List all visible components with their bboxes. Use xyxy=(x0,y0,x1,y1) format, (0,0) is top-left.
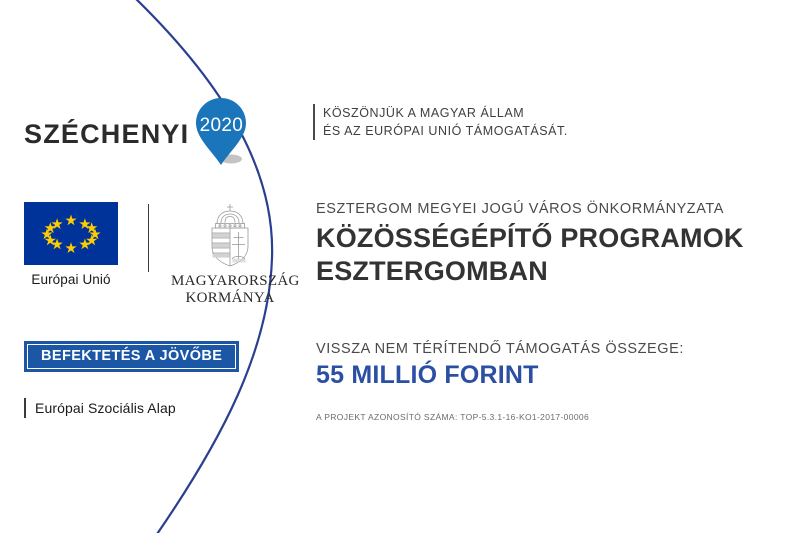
invest-in-the-future-label: BEFEKTETÉS A JÖVŐBE xyxy=(27,344,236,369)
logo-divider xyxy=(148,204,149,272)
thank-you-line1: KÖSZÖNJÜK A MAGYAR ÁLLAM xyxy=(323,106,525,120)
szechenyi-wordmark: SZÉCHENYI xyxy=(24,118,190,149)
left-logo-column xyxy=(0,0,300,533)
grant-label: VISSZA NEM TÉRÍTENDŐ TÁMOGATÁS ÖSSZEGE: xyxy=(316,341,684,357)
hungary-caption-label xyxy=(171,273,300,308)
organization-label: ESZTERGOM MEGYEI JOGÚ VÁROS ÖNKORMÁNYZATA xyxy=(316,201,724,217)
grant-amount-block xyxy=(316,340,684,390)
eu-logo-block xyxy=(24,202,124,287)
hungary-coat-of-arms-icon xyxy=(204,202,256,268)
project-title-line1: KÖZÖSSÉGÉPÍTŐ PROGRAMOK xyxy=(316,222,744,253)
thank-you-line2: ÉS AZ EURÓPAI UNIÓ TÁMOGATÁSÁT. xyxy=(323,124,568,139)
project-identifier: A PROJEKT AZONOSÍTÓ SZÁMA: TOP-5.3.1-16-KO1-2017-00006 xyxy=(316,412,590,422)
szechenyi-2020-logo xyxy=(24,95,253,173)
headline-block xyxy=(316,200,744,288)
pin-year-label: 2020 xyxy=(199,115,244,136)
european-social-fund-label: Európai Szociális Alap xyxy=(35,400,176,416)
project-title-line2: ESZTERGOMBAN xyxy=(316,255,548,286)
thank-you-text xyxy=(323,104,568,140)
eu-flag-icon xyxy=(24,202,118,265)
eu-caption-label: Európai Unió xyxy=(31,272,111,287)
thank-you-block xyxy=(313,104,568,140)
page-title xyxy=(316,222,744,288)
fund-accent-rule xyxy=(24,398,26,418)
hungary-logo-block xyxy=(171,202,300,308)
thank-you-accent-rule xyxy=(313,104,315,140)
map-pin-icon xyxy=(195,97,253,173)
eu-hungary-logo-row xyxy=(24,202,300,308)
european-social-fund-block xyxy=(24,398,176,418)
right-content-column xyxy=(313,0,793,533)
hungary-caption-line2: KORMÁNYA xyxy=(185,290,275,307)
grant-amount-value: 55 MILLIÓ FORINT xyxy=(316,360,539,389)
hungary-caption-line1: MAGYARORSZÁG xyxy=(171,273,300,289)
invest-in-the-future-badge xyxy=(24,341,239,372)
